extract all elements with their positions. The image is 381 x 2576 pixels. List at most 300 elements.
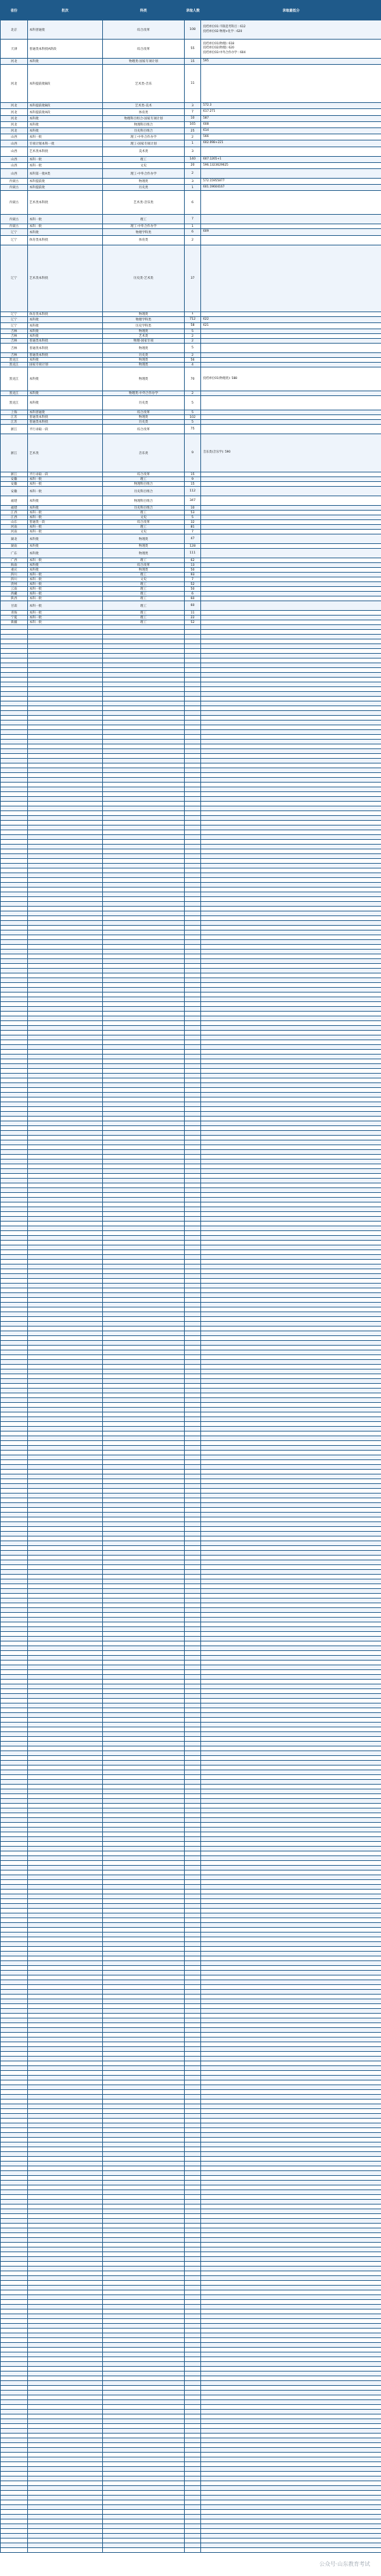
table-cell	[201, 778, 381, 783]
table-cell	[103, 1804, 185, 1808]
table-cell	[201, 1131, 381, 1136]
cell-province: 四川	[1, 573, 28, 577]
cell-major: 艺术类-音乐类	[103, 191, 185, 215]
table-cell	[201, 2128, 381, 2133]
table-cell	[185, 2424, 201, 2429]
cell-major: 物理学科类	[103, 316, 185, 322]
table-cell	[201, 825, 381, 830]
cell-batch: 本科批	[28, 358, 103, 363]
table-cell	[28, 1069, 103, 1074]
table-row	[1, 1145, 381, 1150]
table-cell	[28, 1503, 103, 1508]
table-cell	[201, 725, 381, 730]
table-cell	[1, 1093, 28, 1097]
table-cell	[28, 1145, 103, 1150]
table-cell	[185, 706, 201, 711]
table-cell	[201, 2424, 381, 2429]
table-cell	[185, 849, 201, 854]
table-row	[1, 649, 381, 654]
table-cell	[201, 1861, 381, 1866]
cell-major: 物理类	[103, 549, 185, 558]
table-cell	[1, 2367, 28, 2372]
table-cell	[1, 2505, 28, 2510]
table-cell	[28, 1785, 103, 1789]
table-cell	[1, 1952, 28, 1956]
table-cell	[1, 2395, 28, 2400]
table-row	[1, 1021, 381, 1026]
table-cell	[185, 711, 201, 716]
table-row	[1, 2076, 381, 2080]
table-cell	[201, 1618, 381, 1622]
cell-count: 5	[185, 329, 201, 334]
table-cell	[185, 2033, 201, 2037]
table-row	[1, 353, 381, 358]
table-cell	[201, 2138, 381, 2142]
table-row	[1, 959, 381, 964]
table-row	[1, 663, 381, 668]
table-cell	[185, 1894, 201, 1899]
table-row	[1, 716, 381, 721]
table-cell	[103, 2338, 185, 2343]
table-cell	[185, 2104, 201, 2109]
table-cell	[28, 2486, 103, 2491]
table-cell	[185, 1980, 201, 1985]
table-row	[1, 744, 381, 749]
table-cell	[103, 978, 185, 983]
table-cell	[201, 625, 381, 630]
table-cell	[1, 1379, 28, 1384]
cell-major: 文史	[103, 162, 185, 168]
cell-score	[201, 596, 381, 601]
cell-major: 物理类	[103, 312, 185, 316]
table-cell	[201, 1174, 381, 1179]
table-cell	[1, 1556, 28, 1560]
table-cell	[1, 2476, 28, 2481]
table-cell	[1, 701, 28, 706]
table-cell	[1, 740, 28, 744]
table-cell	[201, 697, 381, 701]
table-cell	[201, 663, 381, 668]
table-cell	[201, 1909, 381, 1913]
table-row	[1, 1980, 381, 1985]
table-cell	[185, 1035, 201, 1040]
cell-batch: 本科普通批	[28, 410, 103, 415]
table-cell	[103, 692, 185, 697]
cell-count: 62	[185, 558, 201, 563]
table-cell	[28, 2267, 103, 2271]
table-cell	[185, 1990, 201, 1995]
table-row	[1, 1288, 381, 1293]
table-cell	[28, 1999, 103, 2004]
table-cell	[103, 825, 185, 830]
table-cell	[201, 2333, 381, 2338]
table-cell	[28, 2352, 103, 2357]
table-cell	[103, 1393, 185, 1398]
table-row	[1, 1379, 381, 1384]
table-cell	[28, 1279, 103, 1284]
table-cell	[201, 1508, 381, 1513]
cell-major: 物理类	[103, 344, 185, 353]
table-cell	[1, 888, 28, 892]
table-cell	[201, 2486, 381, 2491]
table-cell	[185, 1589, 201, 1594]
cell-major: 理工	[103, 582, 185, 587]
table-cell	[201, 1412, 381, 1417]
cell-major: 历史科目组合	[103, 128, 185, 134]
table-cell	[185, 2348, 201, 2352]
table-cell	[28, 1646, 103, 1651]
table-cell	[28, 1904, 103, 1909]
table-cell	[103, 2147, 185, 2152]
table-cell	[1, 2309, 28, 2314]
table-cell	[185, 2071, 201, 2076]
table-cell	[28, 973, 103, 978]
table-row	[1, 1861, 381, 1866]
table-cell	[185, 1288, 201, 1293]
table-cell	[28, 2057, 103, 2061]
table-cell	[1, 2100, 28, 2104]
table-cell	[28, 1651, 103, 1656]
table-row	[1, 802, 381, 806]
table-cell	[1, 2090, 28, 2095]
cell-score: 614	[201, 128, 381, 134]
table-row	[1, 2343, 381, 2348]
table-cell	[28, 1594, 103, 1598]
table-cell	[1, 1708, 28, 1713]
table-cell	[185, 2128, 201, 2133]
table-cell	[201, 1990, 381, 1995]
table-cell	[28, 2138, 103, 2142]
table-row	[1, 1627, 381, 1632]
table-cell	[28, 845, 103, 849]
table-cell	[201, 883, 381, 888]
table-cell	[201, 792, 381, 797]
table-cell	[185, 811, 201, 816]
table-row	[1, 1441, 381, 1446]
table-cell	[103, 1279, 185, 1284]
table-cell	[1, 1035, 28, 1040]
cell-score	[201, 425, 381, 434]
table-cell	[1, 2152, 28, 2157]
table-row	[1, 1885, 381, 1890]
table-cell	[185, 2343, 201, 2348]
table-cell	[1, 2319, 28, 2324]
table-cell	[201, 1055, 381, 1059]
cell-score	[201, 339, 381, 344]
cell-major: 文史	[103, 577, 185, 582]
cell-score	[201, 482, 381, 487]
cell-province: 黑龙江	[1, 396, 28, 410]
table-row	[1, 797, 381, 802]
table-cell	[201, 1975, 381, 1980]
table-cell	[28, 1665, 103, 1670]
table-cell	[185, 868, 201, 873]
table-cell	[103, 1990, 185, 1995]
table-cell	[28, 2515, 103, 2519]
table-cell	[185, 1260, 201, 1264]
cell-score: 602.098+221	[201, 140, 381, 147]
table-cell	[1, 2095, 28, 2100]
table-cell	[201, 859, 381, 864]
table-row	[1, 1412, 381, 1417]
table-cell	[1, 1303, 28, 1307]
table-cell	[1, 2481, 28, 2486]
table-row	[1, 2209, 381, 2214]
table-cell	[28, 697, 103, 701]
table-row	[1, 2548, 381, 2553]
table-cell	[201, 1708, 381, 1713]
table-cell	[1, 2018, 28, 2023]
table-cell	[1, 1961, 28, 1966]
table-cell	[185, 1928, 201, 1933]
table-cell	[28, 1517, 103, 1522]
table-cell	[185, 2114, 201, 2119]
cell-province: 河北	[1, 65, 28, 103]
table-cell	[1, 1212, 28, 1217]
table-cell	[201, 2376, 381, 2381]
table-cell	[1, 1012, 28, 1016]
table-cell	[201, 635, 381, 639]
table-cell	[185, 787, 201, 792]
table-cell	[185, 1799, 201, 1804]
table-cell	[103, 1336, 185, 1341]
cell-major: 物理科目组合	[103, 482, 185, 487]
table-cell	[185, 2372, 201, 2376]
cell-score	[201, 530, 381, 534]
table-cell	[1, 1112, 28, 1117]
table-cell	[201, 706, 381, 711]
table-cell	[28, 1866, 103, 1870]
table-cell	[185, 673, 201, 678]
table-cell	[1, 849, 28, 854]
table-row	[1, 1594, 381, 1598]
table-cell	[103, 1799, 185, 1804]
table-cell	[28, 749, 103, 754]
table-cell	[28, 2419, 103, 2424]
table-cell	[103, 2138, 185, 2142]
table-cell	[28, 1083, 103, 1088]
table-cell	[185, 2539, 201, 2543]
table-cell	[185, 2286, 201, 2290]
cell-province: 辽宁	[1, 245, 28, 312]
table-row	[1, 2314, 381, 2319]
table-cell	[185, 1861, 201, 1866]
table-row	[1, 911, 381, 916]
table-row	[1, 821, 381, 825]
table-cell	[201, 2548, 381, 2553]
table-row	[1, 1718, 381, 1723]
table-row	[1, 1694, 381, 1699]
cell-count: 15	[185, 59, 201, 65]
table-cell	[28, 725, 103, 730]
table-cell	[185, 797, 201, 802]
table-row	[1, 620, 381, 625]
cell-score: 587	[201, 115, 381, 121]
table-cell	[103, 706, 185, 711]
cell-province: 黑龙江	[1, 391, 28, 396]
table-cell	[28, 2524, 103, 2529]
table-cell	[185, 1942, 201, 1947]
table-cell	[1, 2023, 28, 2028]
table-cell	[1, 1870, 28, 1875]
table-cell	[103, 1460, 185, 1465]
cell-major: 物理类	[103, 367, 185, 391]
table-cell	[185, 1832, 201, 1837]
table-cell	[28, 2481, 103, 2486]
table-cell	[103, 907, 185, 911]
table-row	[1, 644, 381, 649]
table-cell	[201, 1851, 381, 1856]
cell-batch: 本科批	[28, 229, 103, 235]
table-cell	[28, 1565, 103, 1570]
cell-batch: 本科批	[28, 568, 103, 573]
table-cell	[28, 1761, 103, 1766]
table-cell	[201, 1074, 381, 1078]
table-row	[1, 1770, 381, 1775]
table-cell	[1, 1694, 28, 1699]
table-cell	[103, 1966, 185, 1971]
table-cell	[201, 2243, 381, 2247]
table-cell	[103, 687, 185, 692]
table-cell	[201, 1279, 381, 1284]
cell-province: 安徽	[1, 482, 28, 487]
table-row	[1, 1866, 381, 1870]
table-cell	[201, 1274, 381, 1279]
table-cell	[201, 2348, 381, 2352]
table-cell	[1, 1703, 28, 1708]
table-cell	[1, 658, 28, 663]
table-cell	[185, 1408, 201, 1412]
table-cell	[1, 1804, 28, 1808]
table-cell	[1, 721, 28, 725]
table-cell	[201, 2214, 381, 2219]
table-cell	[185, 1494, 201, 1498]
table-row	[1, 2424, 381, 2429]
table-row	[1, 179, 381, 185]
table-cell	[28, 2042, 103, 2047]
table-cell	[28, 1412, 103, 1417]
table-cell	[28, 2018, 103, 2023]
table-cell	[185, 2057, 201, 2061]
cell-batch: 本科普通批	[28, 20, 103, 40]
table-cell	[103, 2395, 185, 2400]
table-cell	[1, 1155, 28, 1160]
cell-province: 天津	[1, 40, 28, 59]
table-cell	[201, 1694, 381, 1699]
table-cell	[28, 2243, 103, 2247]
table-cell	[28, 1107, 103, 1112]
table-row	[1, 2281, 381, 2286]
table-cell	[185, 1598, 201, 1603]
table-row	[1, 1584, 381, 1589]
table-cell	[28, 1746, 103, 1751]
cell-province: 山西	[1, 140, 28, 147]
table-cell	[201, 911, 381, 916]
table-cell	[28, 1546, 103, 1551]
table-cell	[103, 1140, 185, 1145]
table-cell	[1, 1236, 28, 1241]
table-cell	[28, 1689, 103, 1694]
table-cell	[103, 768, 185, 773]
table-cell	[1, 2324, 28, 2329]
table-cell	[28, 1150, 103, 1155]
table-cell	[103, 2185, 185, 2190]
table-cell	[185, 1952, 201, 1956]
table-cell	[28, 625, 103, 630]
table-cell	[103, 2052, 185, 2057]
table-cell	[103, 1751, 185, 1756]
table-cell	[103, 1732, 185, 1737]
table-cell	[28, 1880, 103, 1885]
table-cell	[28, 2443, 103, 2448]
table-cell	[201, 983, 381, 988]
table-cell	[201, 1002, 381, 1007]
table-row	[1, 410, 381, 415]
table-row	[1, 229, 381, 235]
table-row	[1, 2338, 381, 2343]
table-cell	[103, 1264, 185, 1269]
table-cell	[201, 1603, 381, 1608]
table-cell	[28, 2500, 103, 2505]
table-cell	[1, 1723, 28, 1727]
table-cell	[201, 2429, 381, 2434]
table-row	[1, 1985, 381, 1990]
cell-province: 新疆	[1, 620, 28, 625]
table-cell	[103, 1603, 185, 1608]
table-cell	[185, 916, 201, 921]
table-cell	[28, 1618, 103, 1622]
table-cell	[28, 1641, 103, 1646]
table-cell	[185, 1446, 201, 1451]
table-cell	[201, 1670, 381, 1675]
table-row	[1, 322, 381, 329]
table-row	[1, 1489, 381, 1494]
table-row	[1, 1995, 381, 1999]
table-cell	[28, 1374, 103, 1379]
table-cell	[185, 697, 201, 701]
table-cell	[185, 1412, 201, 1417]
table-cell	[185, 1866, 201, 1870]
table-cell	[185, 2333, 201, 2338]
table-cell	[103, 2047, 185, 2052]
table-cell	[201, 916, 381, 921]
table-cell	[103, 859, 185, 864]
table-cell	[185, 964, 201, 969]
table-cell	[201, 754, 381, 759]
table-cell	[28, 1718, 103, 1723]
table-header	[1, 1, 381, 20]
table-cell	[1, 2066, 28, 2071]
table-cell	[28, 1012, 103, 1016]
table-row	[1, 2286, 381, 2290]
table-cell	[1, 1074, 28, 1078]
cell-province: 河北	[1, 128, 28, 134]
table-row	[1, 1689, 381, 1694]
table-cell	[185, 1742, 201, 1746]
table-cell	[185, 845, 201, 849]
table-cell	[28, 883, 103, 888]
cell-major: 物理学科类	[103, 229, 185, 235]
cell-major: 历史类	[103, 185, 185, 191]
table-cell	[1, 854, 28, 859]
table-row	[1, 2061, 381, 2066]
table-cell	[28, 969, 103, 973]
table-cell	[28, 2262, 103, 2267]
table-cell	[103, 1126, 185, 1131]
table-cell	[1, 1422, 28, 1427]
cell-score	[201, 358, 381, 363]
table-cell	[185, 2481, 201, 2486]
